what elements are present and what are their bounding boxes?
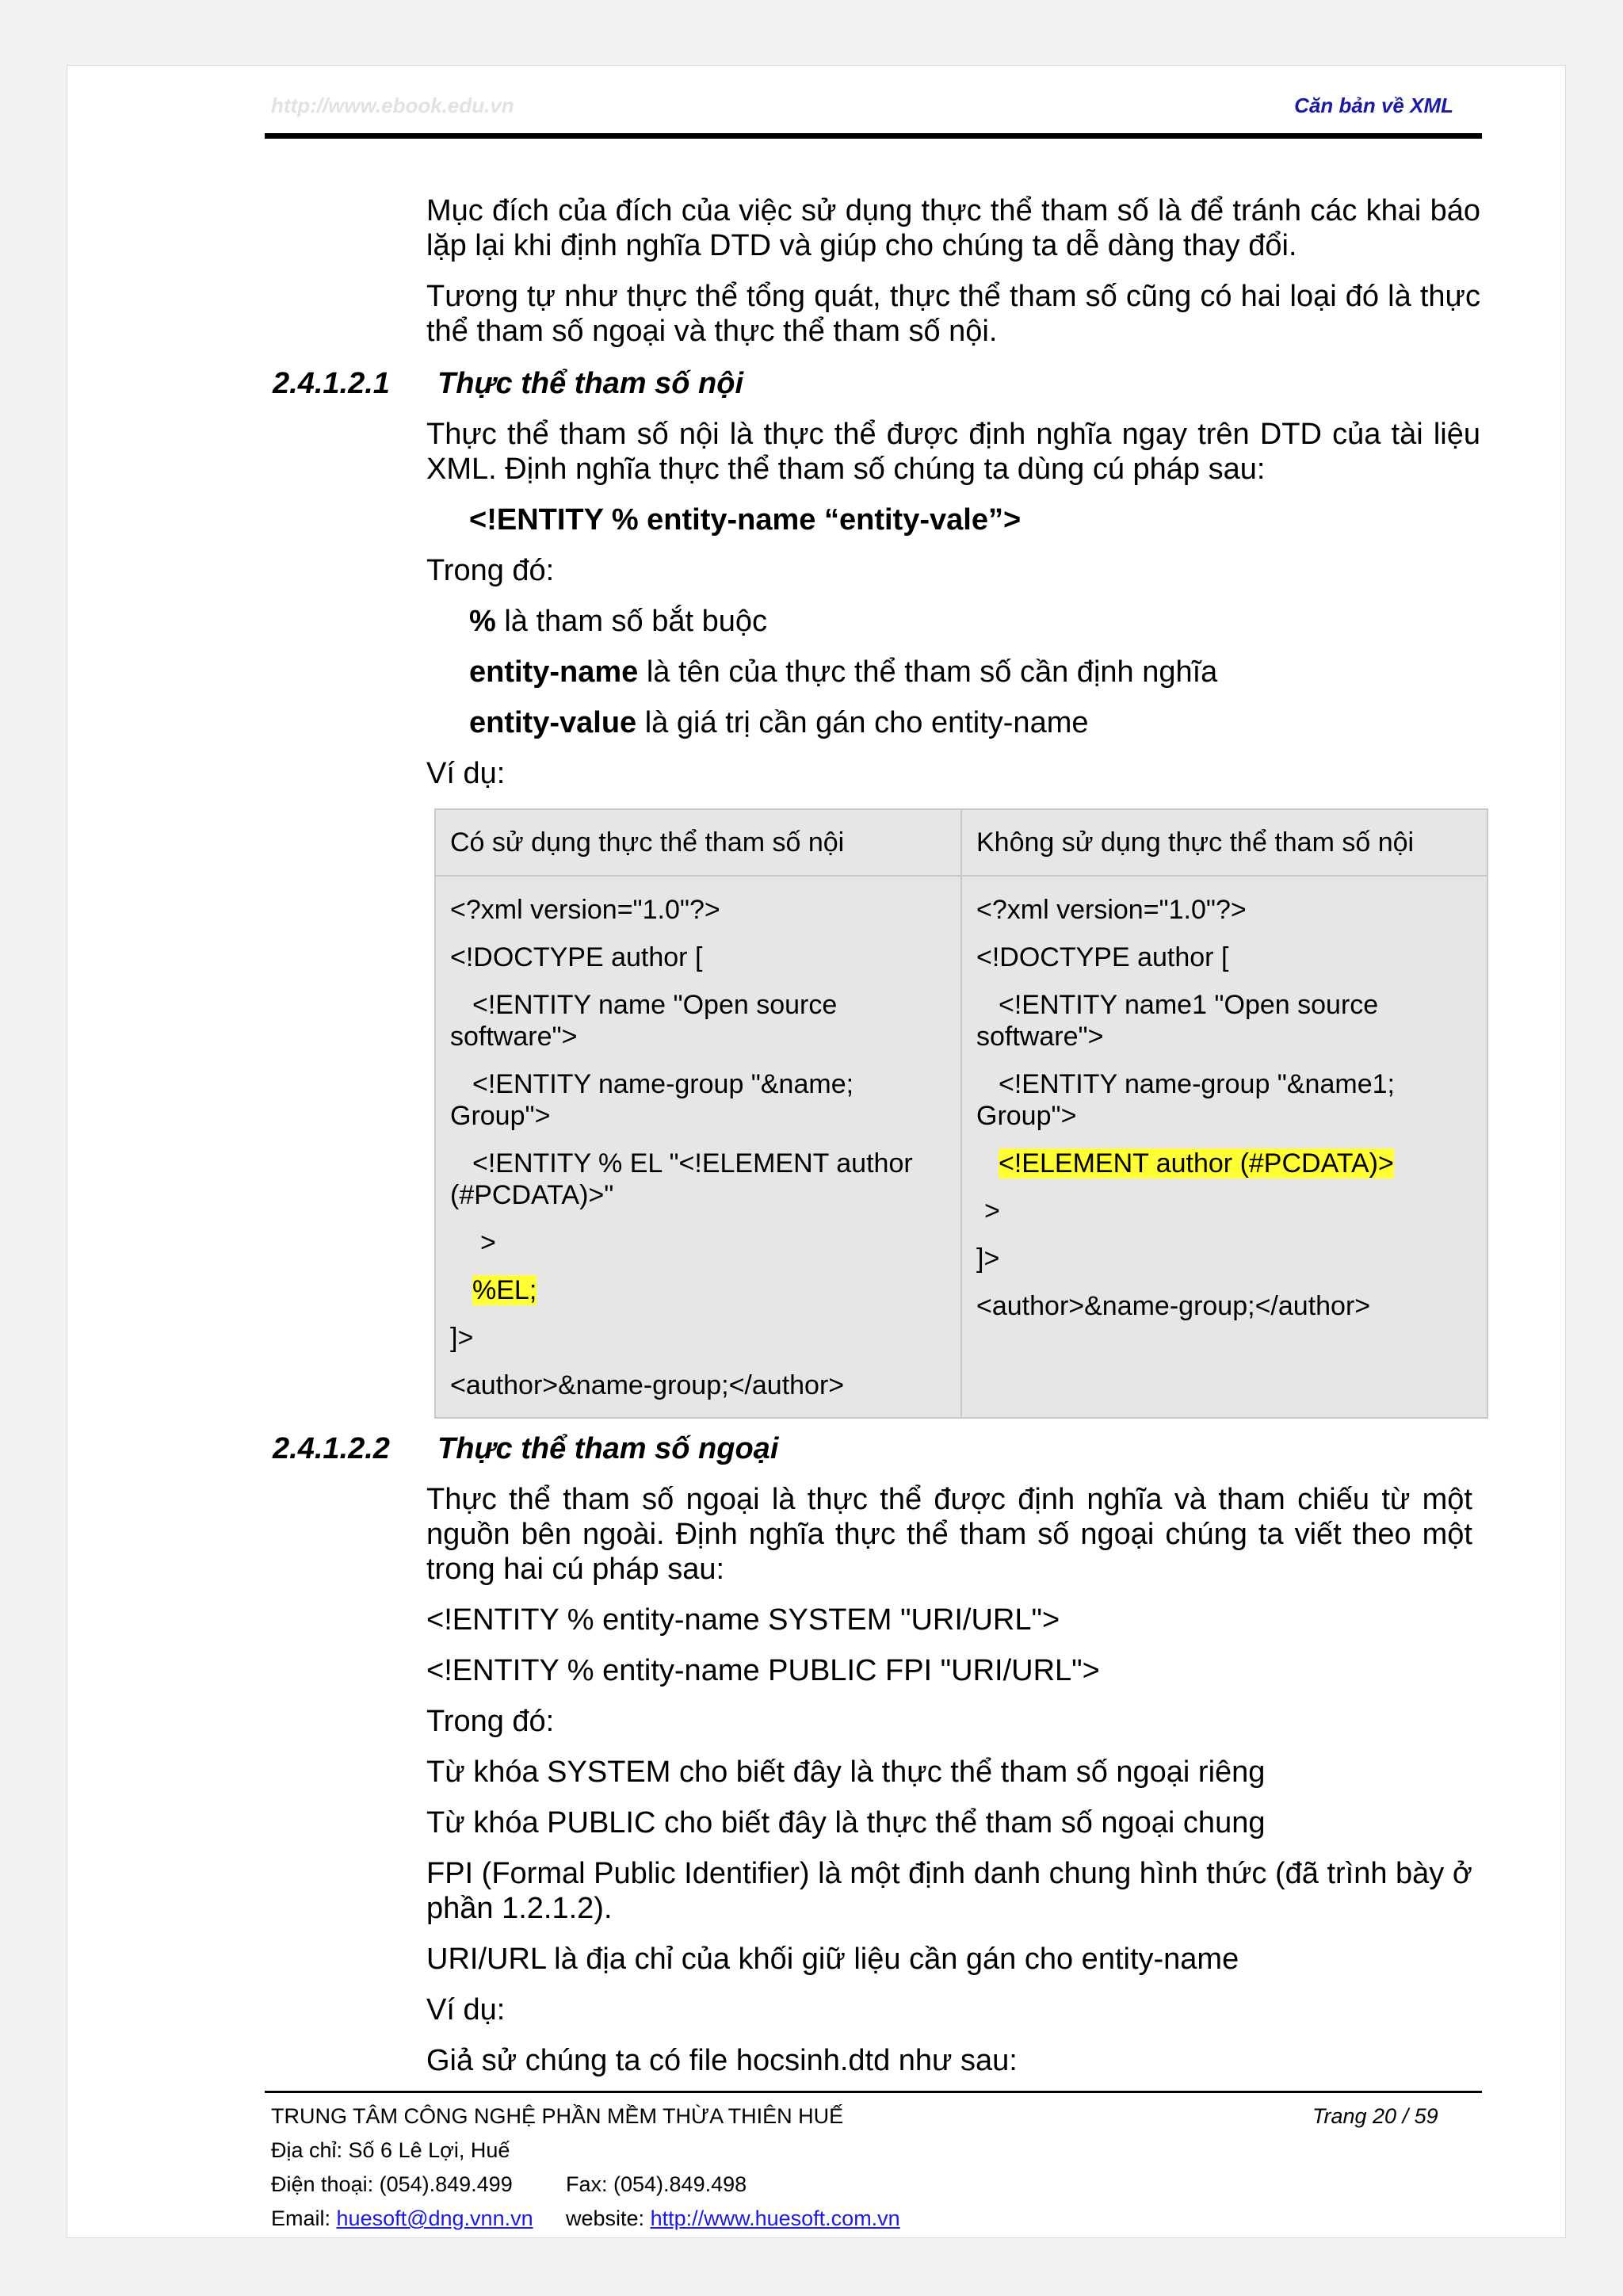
section-1-paragraph: Thực thể tham số nội là thực thể được định nghĩa ngay trên DTD của tài liệu XML. Định nghĩa thực thể tham số chúng ta dùng cú pháp sau: [426, 418, 1480, 486]
code-line: <!ENTITY name1 "Open source software"> [976, 990, 1379, 1052]
code-line: <!ENTITY name-group "&name1; Group"> [976, 1069, 1395, 1131]
header-rule [265, 133, 1482, 139]
section-2-line-file: Giả sử chúng ta có file hocsinh.dtd như sau: [426, 2044, 1018, 2077]
code-line: <!DOCTYPE author [ [976, 942, 1229, 972]
code-line: <?xml version="1.0"?> [976, 895, 1247, 925]
section-2-number: 2.4.1.2.2 [273, 1432, 390, 1465]
code-line [450, 1274, 946, 1306]
section-1-example-label: Ví dụ: [426, 757, 506, 790]
footer-phone: Điện thoại: (054).849.499 [271, 2172, 513, 2196]
code-line: ]> [976, 1244, 1000, 1274]
code-line: > [984, 1196, 1000, 1226]
code-line [976, 1148, 1472, 1179]
section-2-where: Trong đó: [426, 1705, 555, 1738]
footer-page-number: Trang 20 / 59 [1312, 2104, 1438, 2128]
section-2-line-system: Từ khóa SYSTEM cho biết đây là thực thể tham số ngoại riêng [426, 1755, 1266, 1789]
footer-email-link[interactable]: huesoft@dng.vnn.vn [336, 2206, 533, 2230]
header-title: Căn bản về XML [1294, 94, 1453, 117]
section-1-title: Thực thể tham số nội [437, 367, 744, 400]
highlight: <!ELEMENT author (#PCDATA)> [999, 1148, 1394, 1179]
example-table [434, 808, 1488, 1419]
section-2-line-public: Từ khóa PUBLIC cho biết đây là thực thể tham số ngoại chung [426, 1806, 1266, 1839]
section-1-number: 2.4.1.2.1 [273, 367, 390, 400]
code-line: <!ENTITY name-group "&name; Group"> [450, 1069, 854, 1131]
section-2-syntax-system: <!ENTITY % entity-name SYSTEM "URI/URL"> [426, 1603, 1060, 1637]
section-2-paragraph: Thực thể tham số ngoại là thực thể được định nghĩa và tham chiếu từ một nguồn bên ngoài. Định nghĩa thực thể tham số ngoại chúng ta viết theo một trong hai cú pháp sau: [426, 1483, 1472, 1586]
section-2-syntax-public: <!ENTITY % entity-name PUBLIC FPI "URI/URL"> [426, 1654, 1100, 1687]
section-2-example-label: Ví dụ: [426, 1993, 506, 2027]
code-line: ]> [450, 1323, 474, 1353]
footer-fax: Fax: (054).849.498 [566, 2172, 747, 2196]
table-header-right: Không sử dụng thực thể tham số nội [961, 809, 1487, 876]
code-line: <!ENTITY % EL "<!ELEMENT author (#PCDATA)>" [450, 1148, 913, 1210]
highlight: %EL; [472, 1275, 537, 1305]
intro-paragraph-2: Tương tự như thực thể tổng quát, thực thể tham số cũng có hai loại đó là thực thể tham số ngoại và thực thể tham số nội. [426, 280, 1480, 348]
section-2-line-uri: URI/URL là địa chỉ của khối giữ liệu cần gán cho entity-name [426, 1943, 1239, 1976]
section-2-line-fpi: FPI (Formal Public Identifier) là một định danh chung hình thức (đã trình bày ở phần 1.2.1.2). [426, 1857, 1472, 1925]
def-entity-name: entity-name là tên của thực thể tham số cần định nghĩa [469, 655, 1218, 689]
footer-email: Email: huesoft@dng.vnn.vn [271, 2206, 533, 2230]
header-url: http://www.ebook.edu.vn [271, 94, 514, 117]
section-1-where: Trong đó: [426, 554, 555, 587]
code-line: > [480, 1228, 496, 1258]
def-percent: % là tham số bắt buộc [469, 605, 768, 638]
table-header-left: Có sử dụng thực thể tham số nội [435, 809, 961, 876]
footer-website-link[interactable]: http://www.huesoft.com.vn [650, 2206, 900, 2230]
table-cell-left [435, 876, 961, 1418]
section-2-title: Thực thể tham số ngoại [437, 1432, 779, 1465]
footer-address: Địa chỉ: Số 6 Lê Lợi, Huế [271, 2138, 510, 2162]
footer-rule [265, 2091, 1482, 2093]
code-line: <author>&name-group;</author> [976, 1291, 1371, 1321]
code-line: <!DOCTYPE author [ [450, 942, 703, 972]
table-cell-right [961, 876, 1487, 1418]
def-entity-value: entity-value là giá trị cần gán cho entity-name [469, 706, 1089, 739]
section-1-syntax: <!ENTITY % entity-name “entity-vale”> [469, 503, 1022, 537]
footer-website: website: http://www.huesoft.com.vn [566, 2206, 900, 2230]
code-line: <!ENTITY name "Open source software"> [450, 990, 838, 1052]
code-line: <?xml version="1.0"?> [450, 895, 720, 925]
footer-org: TRUNG TÂM CÔNG NGHỆ PHẦN MỀM THỪA THIÊN HUẾ [271, 2104, 844, 2128]
intro-paragraph-1: Mục đích của đích của việc sử dụng thực thể tham số là để tránh các khai báo lặp lại khi định nghĩa DTD và giúp cho chúng ta dễ dàng thay đổi. [426, 194, 1480, 262]
code-line: <author>&name-group;</author> [450, 1370, 845, 1400]
